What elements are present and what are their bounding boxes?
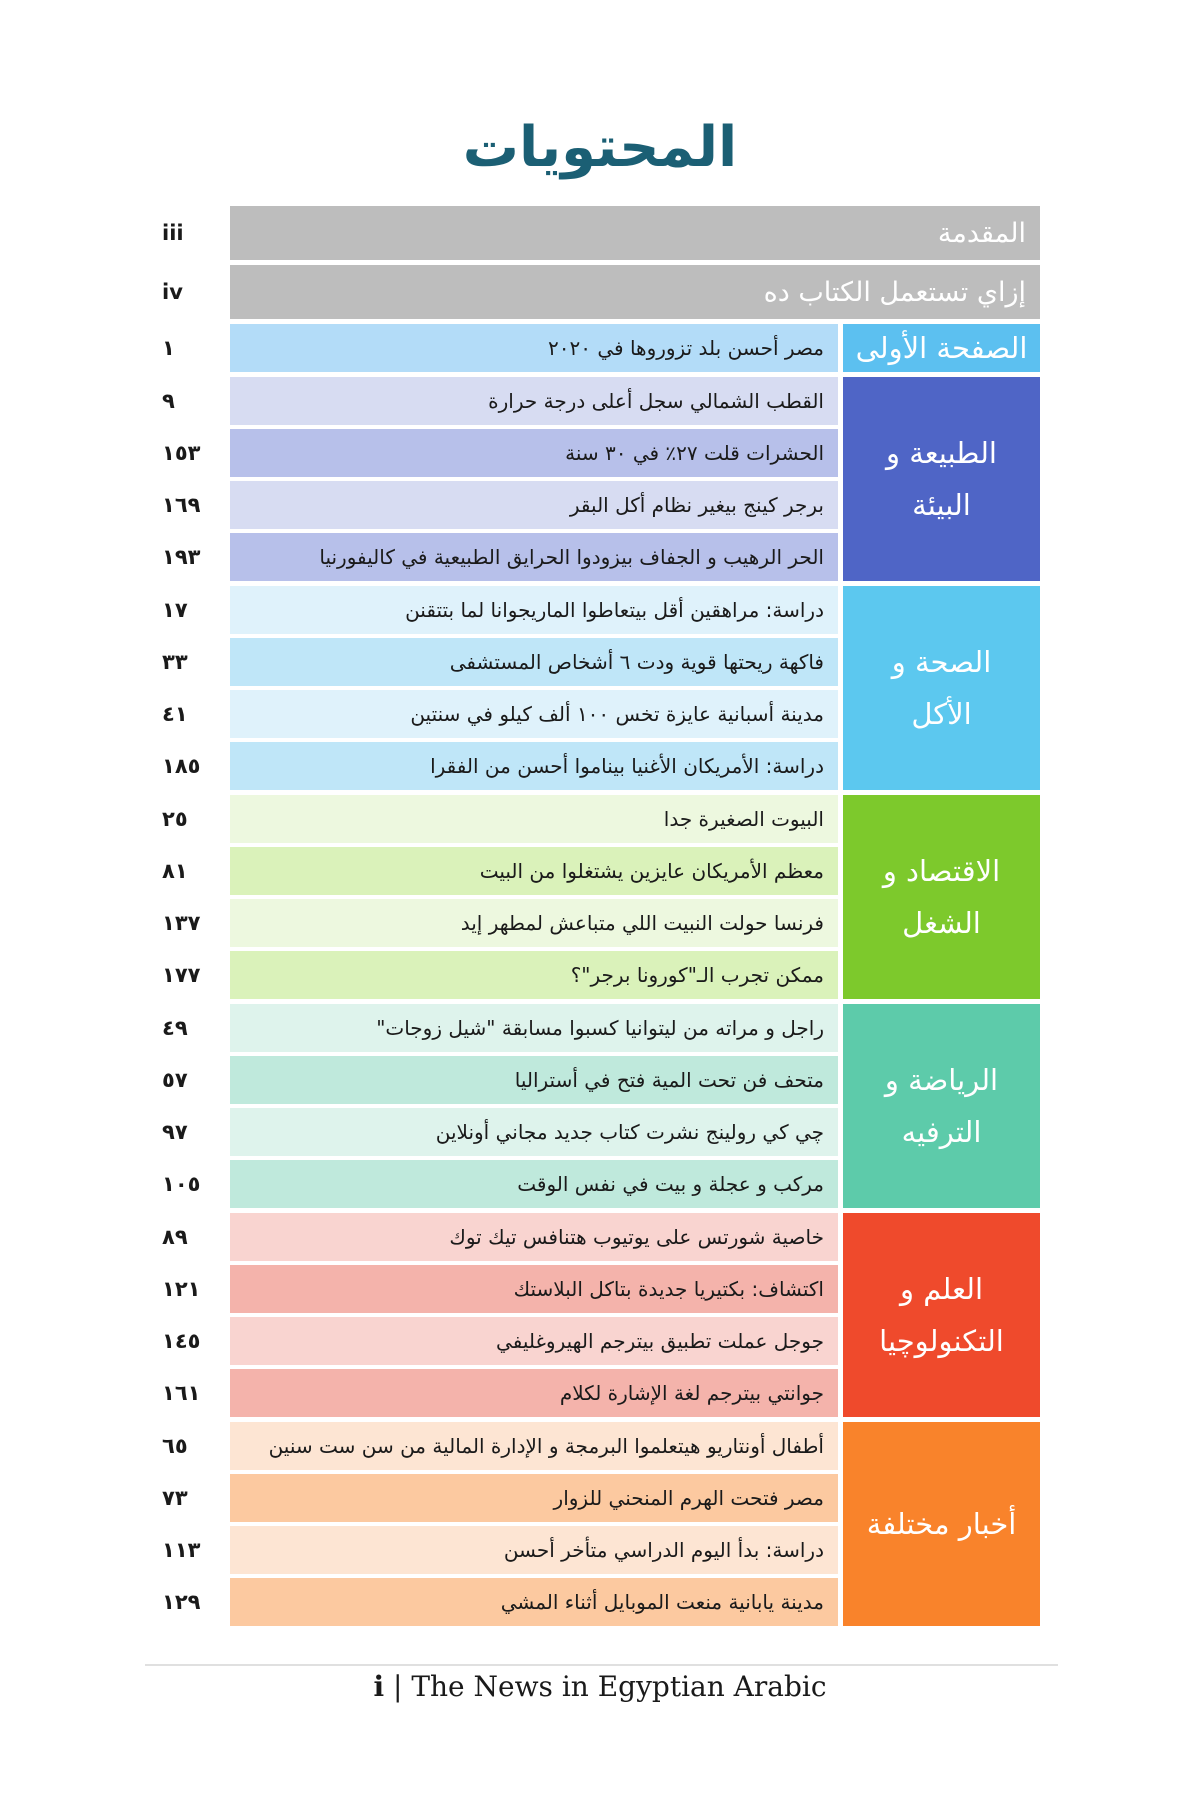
toc-entry[interactable] [230,1108,838,1156]
toc-page-number: ١٩٣ [162,545,201,569]
toc-entry[interactable] [230,951,838,999]
toc-page-number: ١٢٩ [162,1590,201,1614]
toc-front-label: إزاي تستعمل الكتاب ده [763,276,1026,308]
toc-page-number: ٨٩ [162,1225,188,1249]
footer-page-number: i [373,1670,385,1703]
toc-entry-title: دراسة: بدأ اليوم الدراسي متأخر أحسن [503,1538,824,1562]
toc-page-number: ٦٥ [162,1434,188,1458]
toc-entry-title: خاصية شورتس على يوتيوب هتنافس تيك توك [449,1225,824,1249]
toc-entry-title: دراسة: مراهقين أقل بيتعاطوا الماريجوانا لما بتتقنن [405,598,824,622]
toc-page-number: ١٦٩ [162,493,201,517]
toc-page-number: ٥٧ [162,1068,188,1092]
toc-entry-title: راجل و مراته من ليتوانيا كسبوا مسابقة "شيل زوجات" [376,1016,824,1040]
toc-entry[interactable] [230,586,838,634]
toc-entry-title: الحر الرهيب و الجفاف بيزودوا الحرايق الطبيعية في كاليفورنيا [319,545,824,569]
toc-entry[interactable] [230,1056,838,1104]
toc-category: الاقتصاد و الشغل [843,795,1040,999]
toc-entry-title: ممكن تجرب الـ"كورونا برجر"؟ [570,963,824,987]
toc-entry[interactable] [230,1265,838,1313]
toc-category: الصحة و الأكل [843,586,1040,790]
toc-entry[interactable] [230,533,838,581]
toc-entry[interactable] [230,1213,838,1261]
toc-page-number: ٨١ [162,859,188,883]
toc-category: الصفحة الأولى [843,324,1040,372]
footer [0,1670,1200,1703]
toc-entry[interactable] [230,481,838,529]
toc-entry[interactable] [230,638,838,686]
toc-entry-title: الحشرات قلت ٢٧٪ في ٣٠ سنة [565,441,824,465]
toc-entry-title: چي كي رولينج نشرت كتاب جديد مجاني أونلاين [435,1120,824,1144]
toc-page-number: ٩ [162,389,175,413]
toc-entry-title: مركب و عجلة و بيت في نفس الوقت [517,1172,824,1196]
toc-category: الرياضة و الترفيه [843,1004,1040,1208]
toc-page-number: ١٧ [162,598,188,622]
toc-entry[interactable] [230,1526,838,1574]
toc-front-row[interactable] [230,206,1040,260]
toc-page-number: ١٣٧ [162,911,201,935]
toc-page-number: ٩٧ [162,1120,188,1144]
toc-page-number: ١٢١ [162,1277,201,1301]
toc-entry[interactable] [230,1474,838,1522]
toc-page-number: ١٥٣ [162,441,201,465]
toc-entry-title: مدينة يابانية منعت الموبايل أثناء المشي [500,1590,824,1614]
toc-page-number: ١ [162,336,175,360]
toc-entry[interactable] [230,429,838,477]
toc-entry-title: فرنسا حولت النبيت اللي متباعش لمطهر إيد [460,911,824,935]
toc-page-number: ١٧٧ [162,963,201,987]
toc-entry-title: معظم الأمريكان عايزين يشتغلوا من البيت [479,859,824,883]
toc-entry[interactable] [230,1578,838,1626]
toc-entry[interactable] [230,899,838,947]
toc-page-number: ٣٣ [162,650,188,674]
toc-entry-title: البيوت الصغيرة جدا [663,807,824,831]
toc-entry[interactable] [230,377,838,425]
toc-entry-title: مدينة أسبانية عايزة تخس ١٠٠ ألف كيلو في سنتين [410,702,824,726]
toc-page-number: ١٠٥ [162,1172,201,1196]
toc-front-label: المقدمة [937,217,1026,249]
toc-category: الطبيعة و البيئة [843,377,1040,581]
toc-entry-title: مصر فتحت الهرم المنحني للزوار [553,1486,824,1510]
toc-page-number: ١٦١ [162,1381,201,1405]
toc-category: العلم و التكنولوچيا [843,1213,1040,1417]
toc-entry[interactable] [230,1004,838,1052]
toc-category: أخبار مختلفة [843,1422,1040,1626]
toc-page-number: ١١٣ [162,1538,201,1562]
toc-entry[interactable] [230,795,838,843]
toc-entry-title: أطفال أونتاريو هيتعلموا البرمجة و الإدارة المالية من سن ست سنين [268,1434,824,1458]
toc-entry-title: فاكهة ريحتها قوية ودت ٦ أشخاص المستشفى [449,650,824,674]
toc-entry-title: جوجل عملت تطبيق بيترجم الهيروغليفي [496,1329,824,1353]
toc-entry-title: جوانتي بيترجم لغة الإشارة لكلام [559,1381,824,1405]
toc-entry[interactable] [230,847,838,895]
toc-entry[interactable] [230,1160,838,1208]
toc-page-number: iv [162,280,183,304]
footer-separator: | [384,1670,412,1703]
footer-book-title: The News in Egyptian Arabic [411,1670,827,1703]
toc-front-row[interactable] [230,265,1040,319]
toc-page-number: ٧٣ [162,1486,188,1510]
toc-entry-title: برجر كينج بيغير نظام أكل البقر [569,493,824,517]
toc-entry[interactable] [230,742,838,790]
footer-divider [145,1664,1058,1666]
toc-entry-title: اكتشاف: بكتيريا جديدة بتاكل البلاستك [513,1277,824,1301]
toc-entry[interactable] [230,1369,838,1417]
toc-page-number: iii [162,221,184,245]
toc-page-number: ٤١ [162,702,188,726]
toc-entry[interactable] [230,690,838,738]
toc-entry[interactable] [230,324,838,372]
page-title: المحتويات [462,115,738,180]
toc-entry-title: مصر أحسن بلد تزوروها في ٢٠٢٠ [548,336,824,360]
toc-entry-title: متحف فن تحت المية فتح في أستراليا [514,1068,824,1092]
toc-entry[interactable] [230,1422,838,1470]
toc-entry-title: القطب الشمالي سجل أعلى درجة حرارة [488,389,824,413]
toc-page-number: ١٨٥ [162,754,201,778]
toc-entry-title: دراسة: الأمريكان الأغنيا بيناموا أحسن من الفقرا [430,754,824,778]
toc-page-number: ٢٥ [162,807,188,831]
toc-page-number: ١٤٥ [162,1329,201,1353]
toc-page-number: ٤٩ [162,1016,188,1040]
toc-entry[interactable] [230,1317,838,1365]
